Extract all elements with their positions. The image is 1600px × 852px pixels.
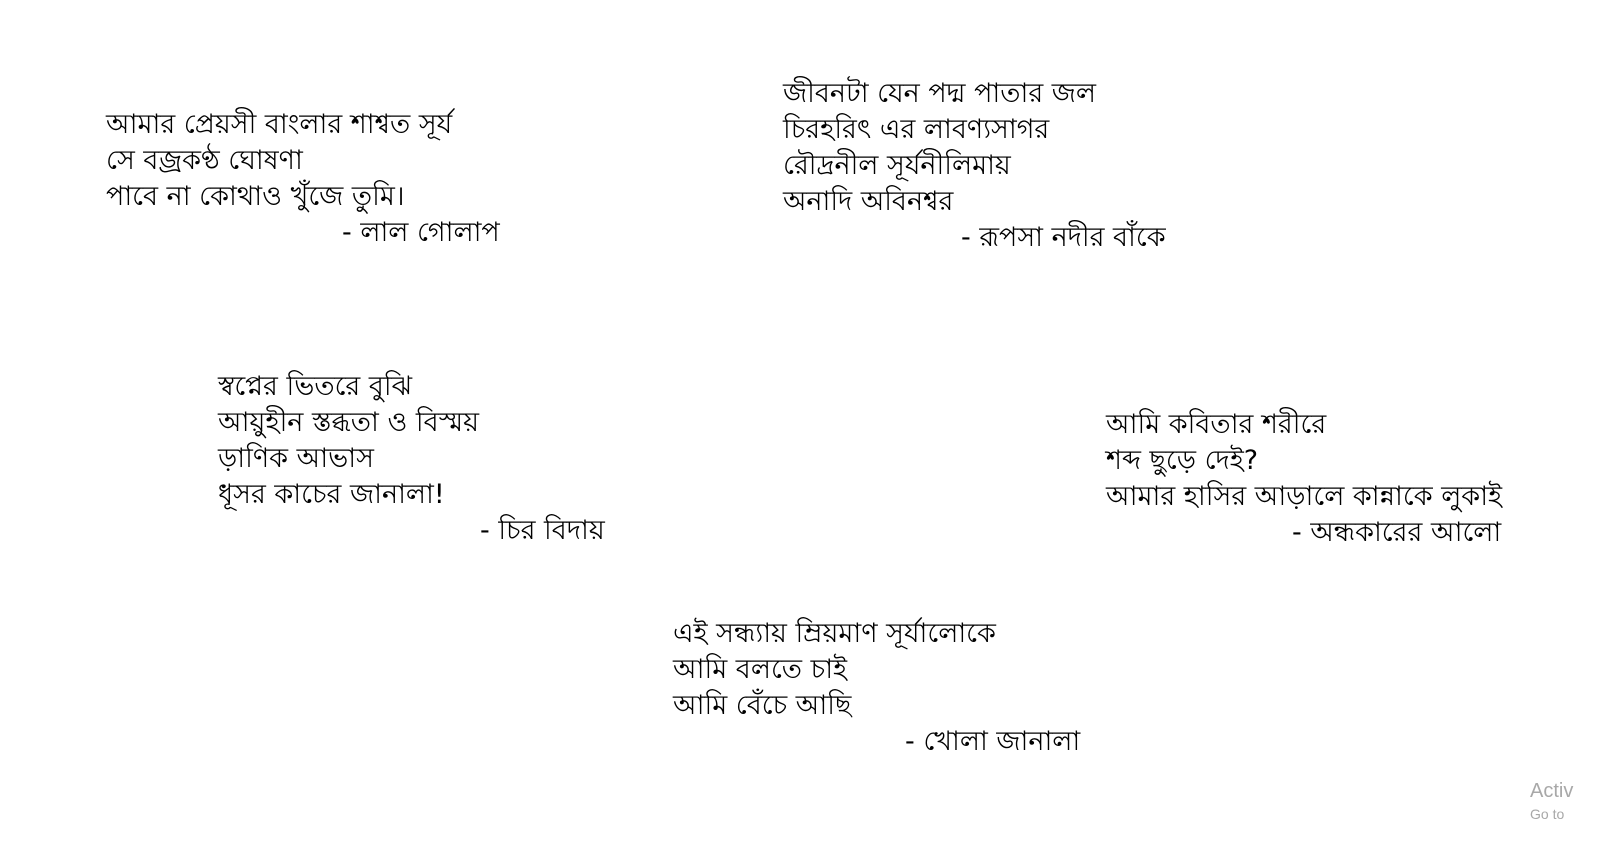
poem-line: চিরহরিৎ এর লাবণ্যসাগর bbox=[783, 114, 1050, 145]
poem-lal-golap bbox=[106, 107, 500, 251]
watermark-title: Activ bbox=[1530, 780, 1574, 802]
poem-line: রৌদ্রনীল সূর্যনীলিমায় bbox=[783, 150, 1011, 181]
poem-line: জীবনটা যেন পদ্ম পাতার জল bbox=[783, 78, 1097, 109]
poem-line: সে বজ্রকণ্ঠ ঘোষণা bbox=[106, 145, 303, 176]
poem-line: স্বপ্নের ভিতরে বুঝি bbox=[218, 371, 413, 402]
poem-attribution: - অন্ধকারের আলো bbox=[1292, 517, 1502, 548]
poem-rupsa-nodir-banke bbox=[783, 76, 1166, 256]
poem-line: আমার হাসির আড়ালে কান্নাকে লুকাই bbox=[1106, 481, 1503, 512]
poem-line: আমার প্রেয়সী বাংলার শাশ্বত সূর্য bbox=[106, 109, 453, 140]
poem-attribution: - রূপসা নদীর বাঁকে bbox=[961, 222, 1166, 253]
poem-line: শব্দ ছুড়ে দেই? bbox=[1106, 445, 1259, 476]
poem-attribution: - চির বিদায় bbox=[480, 515, 605, 546]
poem-line: আয়ুহীন স্তব্ধতা ও বিস্ময় bbox=[218, 407, 480, 438]
activation-watermark bbox=[1530, 778, 1573, 824]
poem-line: অনাদি অবিনশ্বর bbox=[783, 186, 954, 217]
watermark-subtitle: Go to bbox=[1530, 806, 1565, 822]
poem-khola-janala bbox=[673, 616, 1080, 760]
poem-line: আমি কবিতার শরীরে bbox=[1106, 409, 1327, 440]
poem-line: এই সন্ধ্যায় ম্রিয়মাণ সূর্যালোকে bbox=[673, 618, 996, 649]
poem-attribution: - খোলা জানালা bbox=[905, 726, 1081, 757]
poem-line: আমি বেঁচে আছি bbox=[673, 690, 852, 721]
poem-line: ড়াণিক আভাস bbox=[218, 443, 374, 474]
poem-attribution: - লাল গোলাপ bbox=[342, 217, 500, 248]
poem-ondhokarer-alo bbox=[1106, 407, 1502, 551]
poem-chir-biday bbox=[218, 369, 605, 549]
poem-line: আমি বলতে চাই bbox=[673, 654, 848, 685]
poem-line: পাবে না কোথাও খুঁজে তুমি। bbox=[106, 181, 405, 212]
poem-line: ধূসর কাচের জানালা! bbox=[218, 479, 445, 510]
